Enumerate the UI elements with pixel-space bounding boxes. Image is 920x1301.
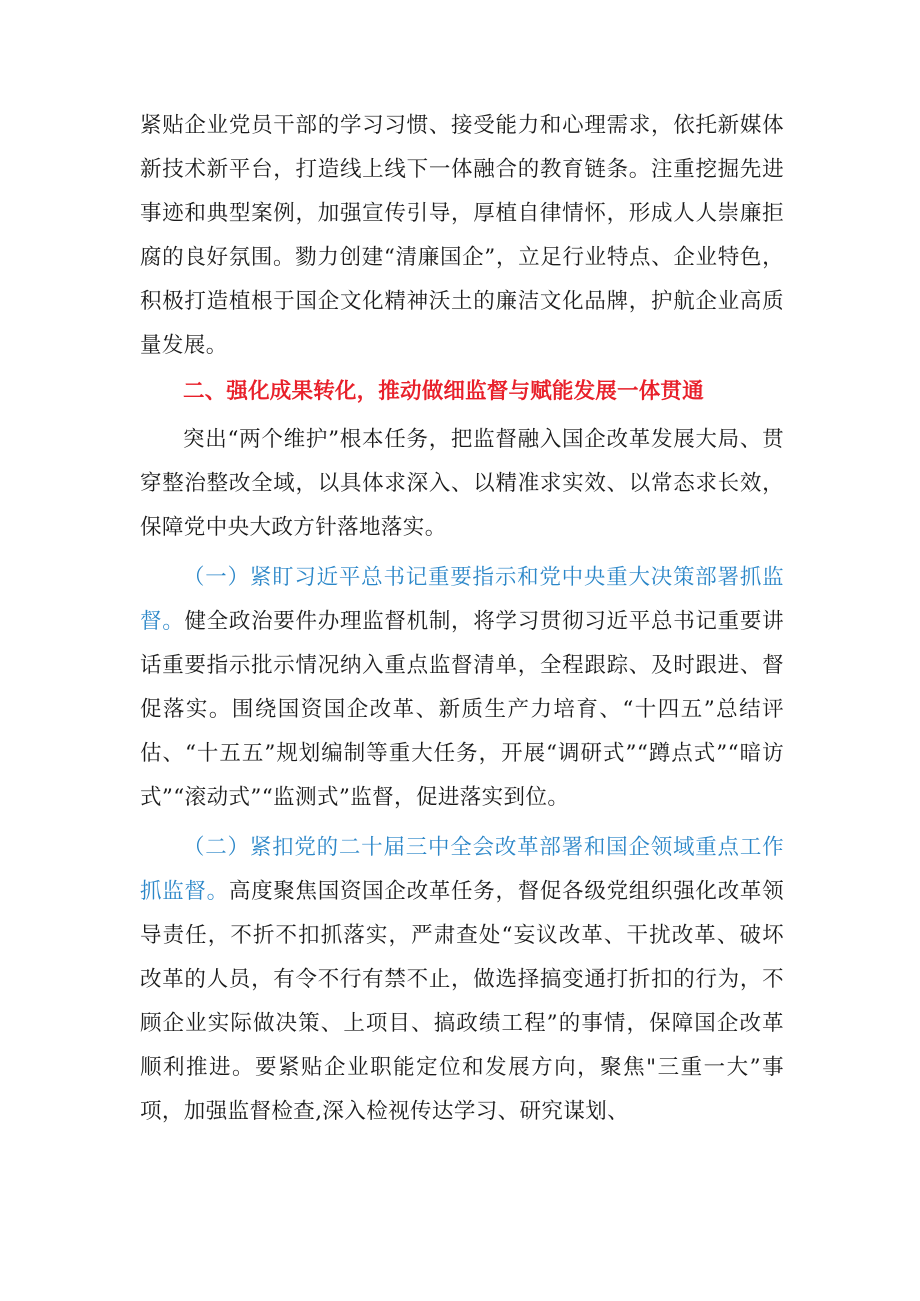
item-1-paragraph [140,556,784,820]
body-paragraph-2: 突出“两个维护”根本任务，把监督融入国企改革发展大局、贯穿整治整改全域，以具体求深入、以精准求实效、以常态求长效，保障党中央大政方针落地落实。 [140,427,784,540]
document-page [140,104,784,1134]
item-1-title: （一）紧盯习近平总书记重要指示和党中央重大决策部署抓监督。 [140,565,784,634]
item-1-body: 健全政治要件办理监督机制，将学习贯彻习近平总书记重要讲话重要指示批示情况纳入重点监督清单，全程跟踪、及时跟进、督促落实。围绕国资国企改革、新质生产力培育、“十四五”总结评估、“十五五”规划编制等重大任务，开展“调研式”“蹲点式”“暗访式”“滚动式”“监测式”监督，促进落实到位。 [140,609,784,810]
body-paragraph-1: 紧贴企业党员干部的学习习惯、接受能力和心理需求，依托新媒体新技术新平台，打造线上线下一体融合的教育链条。注重挖掘先进事迹和典型案例，加强宣传引导，厚植自律情怀，形成人人崇廉拒腐的良好氛围。勠力创建“清廉国企”，立足行业特点、企业特色，积极打造植根于国企文化精神沃土的廉洁文化品牌，护航企业高质量发展。 [140,113,784,358]
section-heading-2: 二、强化成果转化，推动做细监督与赋能发展一体贯通 [183,379,704,404]
item-2-body: 高度聚焦国资国企改革任务，督促各级党组织强化改革领导责任，不折不扣抓落实，严肃查处“妄议改革、干扰改革、破坏改革的人员，有令不行有禁不止，做选择搞变通打折扣的行为，不顾企业实际做决策、上项目、搞政绩工程”的事情，保障国企改革顺利推进。要紧贴企业职能定位和发展方向，聚焦"三重一大”事项，加强监督检查,深入检视传达学习、研究谋划、 [140,879,784,1124]
item-2-title: （二）紧扣党的二十届三中全会改革部署和国企领域重点工作抓监督。 [140,835,784,904]
item-2-paragraph [140,826,784,1134]
